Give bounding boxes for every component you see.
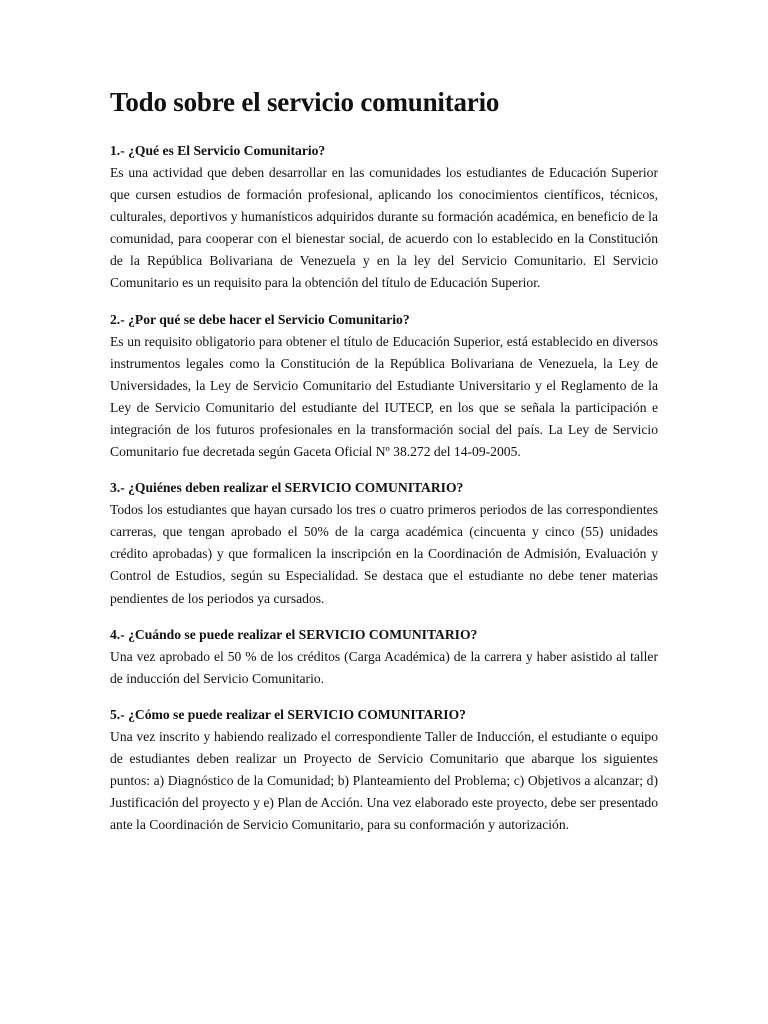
section-question: 2.- ¿Por qué se debe hacer el Servicio Comunitario? bbox=[110, 311, 410, 327]
section-answer: Todos los estudiantes que hayan cursado los tres o cuatro primeros periodos de las correspondientes carreras, que tengan aprobado el 50% de la carga académica (cincuenta y cinco (55) unidades crédito aprobadas) y que formalicen la inscripción en la Coordinación de Admisión, Evaluación y Control de Estudios, según su Especialidad. Se destaca que el estudiante no debe tener materias pendientes de los periodos ya cursados. bbox=[110, 502, 658, 606]
section-question: 1.- ¿Qué es El Servicio Comunitario? bbox=[110, 143, 326, 158]
section-answer: Es un requisito obligatorio para obtener el título de Educación Superior, está establecido en diversos instrumentos legales como la Constitución de la República Bolivariana de Venezuela, la Ley de Universidades, la Ley de Servicio Comunitario del Estudiante Universitario y el Reglamento de la Ley de Servicio Comunitario del estudiante del IUTECP, en los que se señala la participación e integración de los futuros profesionales en la transformación social del país. La Ley de Servicio Comunitario fue decretada según Gaceta Oficial Nº 38.272 del 14-09-2005. bbox=[110, 333, 658, 460]
section-que-es bbox=[110, 140, 658, 295]
section-quienes bbox=[110, 477, 658, 609]
section-question: 4.- ¿Cuándo se puede realizar el SERVICIO COMUNITARIO? bbox=[110, 626, 478, 642]
page-title: Todo sobre el servicio comunitario bbox=[110, 87, 500, 117]
section-como bbox=[110, 704, 658, 836]
document-page bbox=[110, 84, 658, 850]
section-answer: Una vez inscrito y habiendo realizado el correspondiente Taller de Inducción, el estudiante o equipo de estudiantes deben realizar un Proyecto de Servicio Comunitario que abarque los siguientes puntos: a) Diagnóstico de la Comunidad; b) Planteamiento del Problema; c) Objetivos a alcanzar; d) Justificación del proyecto y e) Plan de Acción. Una vez elaborado este proyecto, debe ser presentado ante la Coordinación de Servicio Comunitario, para su conformación y autorización. bbox=[110, 728, 658, 833]
section-question: 3.- ¿Quiénes deben realizar el SERVICIO COMUNITARIO? bbox=[110, 480, 464, 496]
section-question: 5.- ¿Cómo se puede realizar el SERVICIO COMUNITARIO? bbox=[110, 706, 466, 722]
section-answer: Una vez aprobado el 50 % de los créditos (Carga Académica) de la carrera y haber asistido al taller de inducción del Servicio Comunitario. bbox=[110, 648, 658, 686]
section-por-que bbox=[110, 309, 658, 464]
section-answer: Es una actividad que deben desarrollar en las comunidades los estudiantes de Educación Superior que cursen estudios de formación profesional, aplicando los conocimientos científicos, técnicos, culturales, deportivos y humanísticos adquiridos durante su formación académica, en beneficio de la comunidad, para cooperar con el bienestar social, de acuerdo con lo establecido en la Constitución de la República Bolivariana de Venezuela y en la ley del Servicio Comunitario. El Servicio Comunitario es un requisito para la obtención del título de Educación Superior. bbox=[110, 165, 658, 291]
section-cuando bbox=[110, 624, 658, 690]
